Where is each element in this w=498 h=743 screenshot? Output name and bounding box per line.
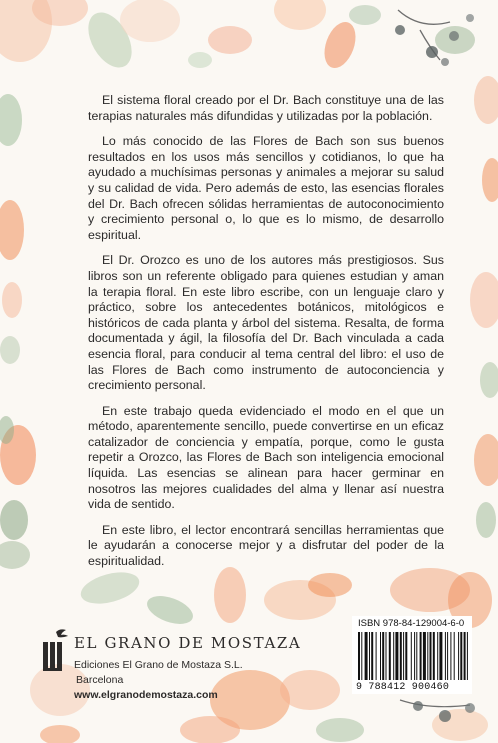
paragraph: En este trabajo queda evidenciado el modo en el que un método, aparentemente sencillo, puede convertirse en un eficaz catalizador de conciencia y empatía, porque, como le gusta repetir a Orozco, las Flores de Bach son inteligencia emocional líquida. Las esencias se alinean para hacer germinar en nosotros las mejores cualidades del alma y llenar así nuestra vida de sentido. [88,403,444,512]
publisher-name: EL GRANO DE MOSTAZA [74,634,302,652]
paragraph: En este libro, el lector encontrará sencillas herramientas que le ayudarán a conocerse mejor y a disfrutar del poder de la espiritualidad. [88,522,444,569]
paragraph: Lo más conocido de las Flores de Bach son sus buenos resultados en los usos más sencillos y cotidianos, lo que ha ayudado a muchísimas personas y animales a mejorar su salud y su calidad de vida. Pero además de esto, las esencias florales del Dr. Bach ofrecen sólidas herramientas de autoconocimiento y crecimiento personal o, lo que es lo mismo, de desarrollo espiritual. [88,134,444,242]
isbn-label: ISBN 978-84-129004-6-0 [358,618,465,629]
publisher-legal-name: Ediciones El Grano de Mostaza S.L. [74,659,243,671]
isbn-barcode [352,616,472,694]
barcode-digits: 9 788412 900460 [356,682,450,693]
publisher-city: Barcelona [76,674,124,686]
paragraph: El sistema floral creado por el Dr. Bach constituye una de las terapias naturales más difundidas y utilizadas por la población. [88,93,444,123]
paragraph: El Dr. Orozco es uno de los autores más prestigiosos. Sus libros son un referente obligado para quienes estudian y aman la terapia floral. En este libro escribe, con un lenguaje claro y práctico, sobre los antecedentes botánicos, mitológicos e históricos de cada planta y árbol del sistema. Resalta, de forma documentada y ágil, la filosofía del Dr. Bach vinculada a cada esencia floral, para conducir al tema central del libro: el uso de las Flores de Bach como instrumento de autoconciencia y crecimiento personal. [88,253,444,393]
bird-book-icon [40,628,78,672]
publisher-website: www.elgranodemostaza.com [74,689,218,701]
barcode-bars [354,632,470,682]
synopsis-text [88,93,444,580]
